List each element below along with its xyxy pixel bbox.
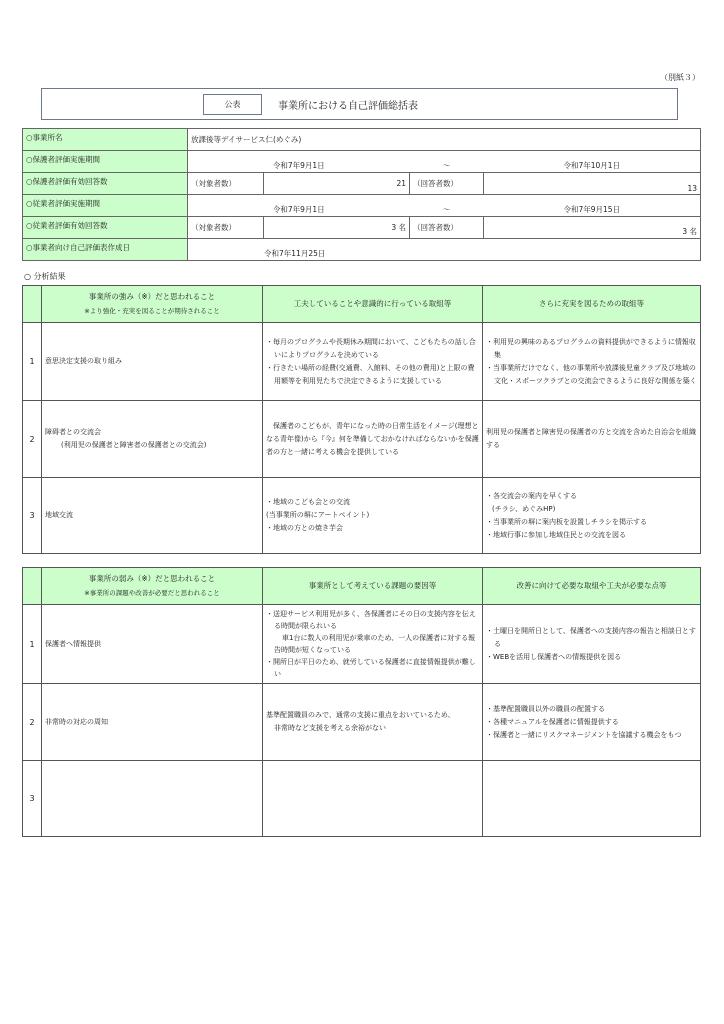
weaknesses-header-col1-note: ※事業所の課題や改善が必要だと思われること bbox=[84, 589, 220, 597]
improvement-line: ・当事業所の塀に案内板を設置しチラシを掲示する bbox=[486, 517, 647, 526]
strengths-header-col3: さらに充実を図るための取組等 bbox=[483, 286, 701, 323]
weakness-actions bbox=[483, 684, 701, 761]
weaknesses-table bbox=[22, 567, 701, 837]
weakness-causes bbox=[263, 761, 483, 837]
table-row bbox=[23, 323, 701, 401]
weakness-actions bbox=[483, 761, 701, 837]
staff-responses-label: ○従業者評価有効回答数 bbox=[23, 217, 188, 239]
strengths-header-col1-note: ※より強化・充実を図ることが期待されること bbox=[84, 307, 220, 315]
table-row bbox=[23, 761, 701, 837]
weakness-item bbox=[42, 761, 263, 837]
row-number: 2 bbox=[23, 401, 42, 478]
action-line: ・保護者と一緒にリスクマネージメントを協議する機会をもつ bbox=[486, 730, 682, 739]
guardian-period-start: 令和7年9月1日 bbox=[188, 151, 410, 173]
appendix-label: （別紙３） bbox=[660, 73, 700, 82]
row-number: 2 bbox=[23, 684, 42, 761]
info-row-guardian-responses bbox=[23, 173, 701, 195]
improvement-line: ・当事業所だけでなく、他の事業所や放課後児童クラブ及び地域の文化・スポーツクラブとの交流会できるように良好な関係を築く bbox=[486, 363, 697, 385]
strengths-header-col1 bbox=[42, 286, 263, 323]
public-badge bbox=[203, 94, 262, 115]
improvement-line: ・各交流会の案内を早くする bbox=[486, 491, 577, 500]
action-line: ・基準配置職員以外の職員の配置する bbox=[486, 704, 605, 713]
effort-line: ・地域の方との焼き芋会 bbox=[266, 524, 343, 532]
strength-item bbox=[42, 401, 263, 478]
effort-line: ・毎月のプログラムや長期休み期間において、こどもたちの話し合いによりプログラムを決めている bbox=[266, 337, 476, 359]
guardian-period-sep: ～ bbox=[410, 151, 484, 173]
row-number: 1 bbox=[23, 323, 42, 401]
strengths-header-col1-title: 事業所の強み（※）だと思われること bbox=[88, 292, 216, 301]
table-row bbox=[23, 684, 701, 761]
table-row bbox=[23, 401, 701, 478]
created-date-value: 令和7年11月25日 bbox=[188, 239, 701, 261]
table-row bbox=[23, 605, 701, 684]
strength-improvements: 利用児の保護者と障害児の保護者の方と交流を含めた自治会を組織する bbox=[483, 401, 701, 478]
weakness-item: 保護者へ情報提供 bbox=[42, 605, 263, 684]
strength-item: 地域交流 bbox=[42, 478, 263, 554]
row-number: 3 bbox=[23, 761, 42, 837]
info-row-staff-responses bbox=[23, 217, 701, 239]
row-number: 3 bbox=[23, 478, 42, 554]
cause-line: ・送迎サービス利用児が多く、各保護者にその日の支援内容を伝える時間が限られいる bbox=[266, 610, 476, 630]
guardian-respondent-value: 13 bbox=[484, 173, 701, 195]
cause-line: 基準配置職員のみで、通常の支援に重点をおいているため、 bbox=[266, 711, 455, 719]
strength-item-sub: (利用児の保護者と障害者の保護者との交流会) bbox=[61, 441, 207, 449]
info-row-guardian-period bbox=[23, 151, 701, 173]
effort-line: (当事業所の塀にアートペイント) bbox=[266, 511, 370, 519]
row-number: 1 bbox=[23, 605, 42, 684]
weaknesses-header-row bbox=[23, 568, 701, 605]
facility-name-value: 放課後等デイサービス仁(めぐみ) bbox=[188, 129, 701, 151]
weaknesses-header-col1-title: 事業所の弱み（※）だと思われること bbox=[88, 574, 216, 583]
strengths-header-row bbox=[23, 286, 701, 323]
cause-line: 非常時など支援を考える余裕がない bbox=[274, 724, 386, 732]
improvement-line: ・地域行事に参加し地域住民との交流を図る bbox=[486, 530, 626, 539]
section-title: ○ 分析結果 bbox=[24, 272, 66, 281]
strengths-table bbox=[22, 285, 701, 554]
cause-line: ・開所日が平日のため、就労している保護者に直接情報提供が難しい bbox=[266, 658, 476, 678]
info-row-staff-period bbox=[23, 195, 701, 217]
action-line: ・土曜日を開所日として、保護者への支援内容の報告と相談日とする bbox=[486, 626, 696, 648]
info-row-facility-name bbox=[23, 129, 701, 151]
strengths-header-num bbox=[23, 286, 42, 323]
weakness-causes bbox=[263, 605, 483, 684]
action-line: ・各種マニュアルを保護者に情報提供する bbox=[486, 717, 619, 726]
facility-name-label: ○事業所名 bbox=[23, 129, 188, 151]
guardian-period-label: ○保護者評価実施期間 bbox=[23, 151, 188, 173]
strength-item: 意思決定支援の取り組み bbox=[42, 323, 263, 401]
staff-target-value: 3 名 bbox=[264, 217, 410, 239]
guardian-target-label: （対象者数） bbox=[188, 173, 264, 195]
page-title: 事業所における自己評価総括表 bbox=[278, 101, 418, 112]
improvement-line: (チラシ、めぐみHP) bbox=[492, 504, 556, 513]
strength-efforts bbox=[263, 323, 483, 401]
table-row bbox=[23, 478, 701, 554]
weaknesses-header-col1 bbox=[42, 568, 263, 605]
facility-info-table bbox=[22, 128, 701, 261]
info-row-created-date bbox=[23, 239, 701, 261]
staff-target-label: （対象者数） bbox=[188, 217, 264, 239]
weakness-actions bbox=[483, 605, 701, 684]
weakness-causes bbox=[263, 684, 483, 761]
guardian-period-end: 令和7年10月1日 bbox=[484, 151, 701, 173]
staff-period-sep: ～ bbox=[410, 195, 484, 217]
guardian-responses-label: ○保護者評価有効回答数 bbox=[23, 173, 188, 195]
weaknesses-header-num bbox=[23, 568, 42, 605]
staff-period-end: 令和7年9月15日 bbox=[484, 195, 701, 217]
staff-respondent-label: （回答者数） bbox=[410, 217, 484, 239]
strengths-header-col2: 工夫していることや意識的に行っている取組等 bbox=[263, 286, 483, 323]
strength-efforts: 保護者のこどもが、青年になった時の日常生活をイメージ(理想となる青年像)から『今』何を準備しておかなければならないかを保護者の方と一緒に考える機会を提供している bbox=[263, 401, 483, 478]
staff-period-label: ○従業者評価実施期間 bbox=[23, 195, 188, 217]
guardian-respondent-label: （回答者数） bbox=[410, 173, 484, 195]
public-label: 公表 bbox=[224, 100, 241, 109]
guardian-target-value: 21 bbox=[264, 173, 410, 195]
strength-improvements bbox=[483, 323, 701, 401]
improvement-line: ・利用児の興味のあるプログラムの資料提供ができるように情報収集 bbox=[486, 337, 696, 359]
strength-improvements bbox=[483, 478, 701, 554]
created-date-label: ○事業者向け自己評価表作成日 bbox=[23, 239, 188, 261]
strength-item-title: 障碍者との交流会 bbox=[45, 428, 101, 436]
strength-efforts bbox=[263, 478, 483, 554]
cause-line: 車1台に数人の利用児が乗車のため、一人の保護者に対する報告時間が短くなっている bbox=[274, 634, 476, 654]
weakness-item: 非常時の対応の周知 bbox=[42, 684, 263, 761]
effort-line: ・地域のこども会との交流 bbox=[266, 498, 350, 506]
effort-line: ・行きたい場所の経費(交通費、入館料、その他の費用)と上限の費用額等を利用児たちで決定できるように支援している bbox=[266, 363, 475, 385]
weaknesses-header-col3: 改善に向けて必要な取組や工夫が必要な点等 bbox=[483, 568, 701, 605]
staff-respondent-value: 3 名 bbox=[484, 217, 701, 239]
staff-period-start: 令和7年9月1日 bbox=[188, 195, 410, 217]
weaknesses-header-col2: 事業所として考えている課題の要因等 bbox=[263, 568, 483, 605]
action-line: ・WEBを活用し保護者への情報提供を図る bbox=[486, 652, 622, 661]
